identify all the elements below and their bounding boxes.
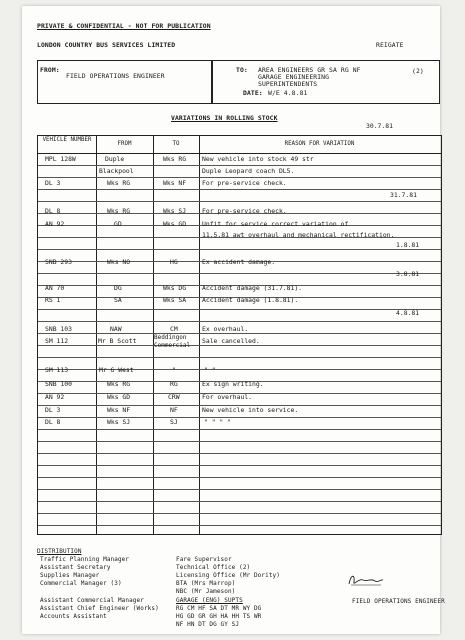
distribution-left-item: Commercial Manager (3) <box>40 580 122 587</box>
table-row: For overhaul. <box>202 393 253 401</box>
table-row: DL 8 <box>45 207 61 215</box>
from-label: FROM: <box>40 66 60 74</box>
table-row: Ex sign writing. <box>202 380 264 388</box>
table-row: 11.5.81 awt overhaul and mechanical rectification. <box>202 231 395 239</box>
table-row: New vehicle into stock 49 str <box>202 155 314 163</box>
table-row: Wks NF <box>107 406 131 414</box>
table-row: " " <box>204 366 216 374</box>
table-row: MPL 128W <box>45 155 76 163</box>
table-row: SNB 100 <box>45 380 72 388</box>
table-row: DL 8 <box>45 418 61 426</box>
to-line-2: GARAGE ENGINEERING <box>258 73 330 81</box>
table-row: DG <box>114 284 122 292</box>
from-value: FIELD OPERATIONS ENGINEER <box>66 72 165 80</box>
table-row: AN 92 <box>45 220 65 228</box>
distribution-middle-item: NBC (Mr Jameson) <box>176 588 236 595</box>
distribution-left-item: Accounts Assistant <box>40 613 107 620</box>
table-row: " <box>172 366 176 374</box>
table-row: Accident damage (31.7.81). <box>202 284 303 292</box>
to-label: TO: <box>236 66 248 74</box>
distribution-middle-item: Licensing Office (Mr Dority) <box>176 572 280 579</box>
table-row: NAW <box>110 325 122 333</box>
distribution-left-item: Assistant Commercial Manager <box>40 597 144 604</box>
distribution-middle-item: RG CM HF SA DT MR WY DG <box>176 605 262 612</box>
date-marker: 1.8.81 <box>396 241 420 249</box>
table-row: AN 92 <box>45 393 65 401</box>
distribution-middle-item: NF HN DT DG GY SJ <box>176 621 240 628</box>
table-row: GD <box>114 220 122 228</box>
date-marker: 3.8.81 <box>396 270 420 278</box>
signature-mark <box>345 572 385 588</box>
table-row: Unfit for service correct variation of <box>202 220 349 228</box>
date-marker: 4.8.81 <box>396 309 420 317</box>
table-row: Wks NO <box>107 258 131 266</box>
to-line-1: AREA ENGINEERS GR SA RG NF <box>258 66 361 74</box>
table-row: CRW <box>168 393 180 401</box>
distribution-middle-item: HG GD GR GH HA HH TS WR <box>176 613 262 620</box>
date-marker: 30.7.81 <box>366 122 393 130</box>
table-row: Wks DG <box>163 284 187 292</box>
table-row: SNB 293 <box>45 258 72 266</box>
table-title: VARIATIONS IN ROLLING STOCK <box>171 114 278 122</box>
table-row: For pre-service check. <box>202 207 287 215</box>
table-row: Wks NF <box>163 179 187 187</box>
table-row: Wks RG <box>107 207 131 215</box>
signature-title: FIELD OPERATIONS ENGINEER <box>352 598 445 605</box>
date-value: W/E 4.8.81 <box>268 89 308 97</box>
distribution-middle-item: Technical Office (2) <box>176 564 251 571</box>
table-row: Duple Leopard coach DL5. <box>202 167 295 175</box>
date-marker: 31.7.81 <box>390 191 417 199</box>
table-row: Wks SA <box>163 296 187 304</box>
column-header-from: FROM <box>117 141 132 147</box>
table-row: DL 3 <box>45 179 61 187</box>
distribution-left-item: Assistant Secretary <box>40 564 111 571</box>
distribution-title: DISTRIBUTION <box>37 548 82 555</box>
from-box <box>37 60 213 104</box>
confidential-banner: PRIVATE & CONFIDENTIAL - NOT FOR PUBLICATION <box>37 22 211 30</box>
table-row: RG <box>170 380 178 388</box>
table-row: NF <box>170 406 178 414</box>
table-row: DL 3 <box>45 406 61 414</box>
table-row: Duple <box>105 155 125 163</box>
table-row: SA <box>114 296 122 304</box>
table-row: Wks RG <box>163 155 187 163</box>
table-row: SNB 103 <box>45 325 72 333</box>
to-line-3: SUPERINTENDENTS <box>258 80 318 88</box>
table-row: Wks RG <box>107 179 131 187</box>
table-row: Wks RG <box>107 380 131 388</box>
company-name: LONDON COUNTRY BUS SERVICES LIMITED <box>37 41 176 49</box>
distribution-left-item: Supplies Manager <box>40 572 100 579</box>
table-row: SJ <box>170 418 178 426</box>
table-row: Mr B Scott <box>98 337 137 345</box>
table-row: For pre-service check. <box>202 179 287 187</box>
table-row: New vehicle into service. <box>202 406 299 414</box>
column-header-reason: REASON FOR VARIATION <box>284 141 355 147</box>
distribution-middle-item: GARAGE (ENG) SUPTS <box>176 597 243 604</box>
table-row: HG <box>170 258 178 266</box>
table-row: CM <box>170 325 178 333</box>
page-ref: (2) <box>412 67 424 75</box>
table-row: AN 70 <box>45 284 65 292</box>
distribution-left-item: Traffic Planning Manager <box>40 556 130 563</box>
table-row: Wks GD <box>107 393 131 401</box>
table-row: Wks SJ <box>163 207 187 215</box>
table-row: Wks GD <box>163 220 187 228</box>
distribution-middle-item: Fare Supervisor <box>176 556 232 563</box>
date-label: DATE: <box>243 89 263 97</box>
table-row: Sale cancelled. <box>202 337 260 345</box>
column-header-vehicle: VEHICLE NUMBER <box>42 137 92 143</box>
table-row: Accident damage (1.8.81). <box>202 296 299 304</box>
table-row: Ex accident damage. <box>202 258 276 266</box>
variations-table <box>37 135 442 535</box>
column-header-to: TO <box>172 141 180 147</box>
table-row: Mr G West <box>99 366 134 374</box>
table-row: Wks SJ <box>107 418 131 426</box>
table-row: Beddingon Commercial <box>154 334 191 349</box>
table-row: SM 113 <box>45 366 69 374</box>
table-row: " " " " <box>204 418 231 426</box>
table-row: Ex overhaul. <box>202 325 249 333</box>
table-row: Blackpool <box>99 167 134 175</box>
distribution-left-item: Assistant Chief Engineer (Works) <box>40 605 159 612</box>
location: REIGATE <box>376 41 404 49</box>
table-row: SM 112 <box>45 337 69 345</box>
distribution-middle-item: BTA (Mrs Marrop) <box>176 580 236 587</box>
table-row: RS 1 <box>45 296 61 304</box>
